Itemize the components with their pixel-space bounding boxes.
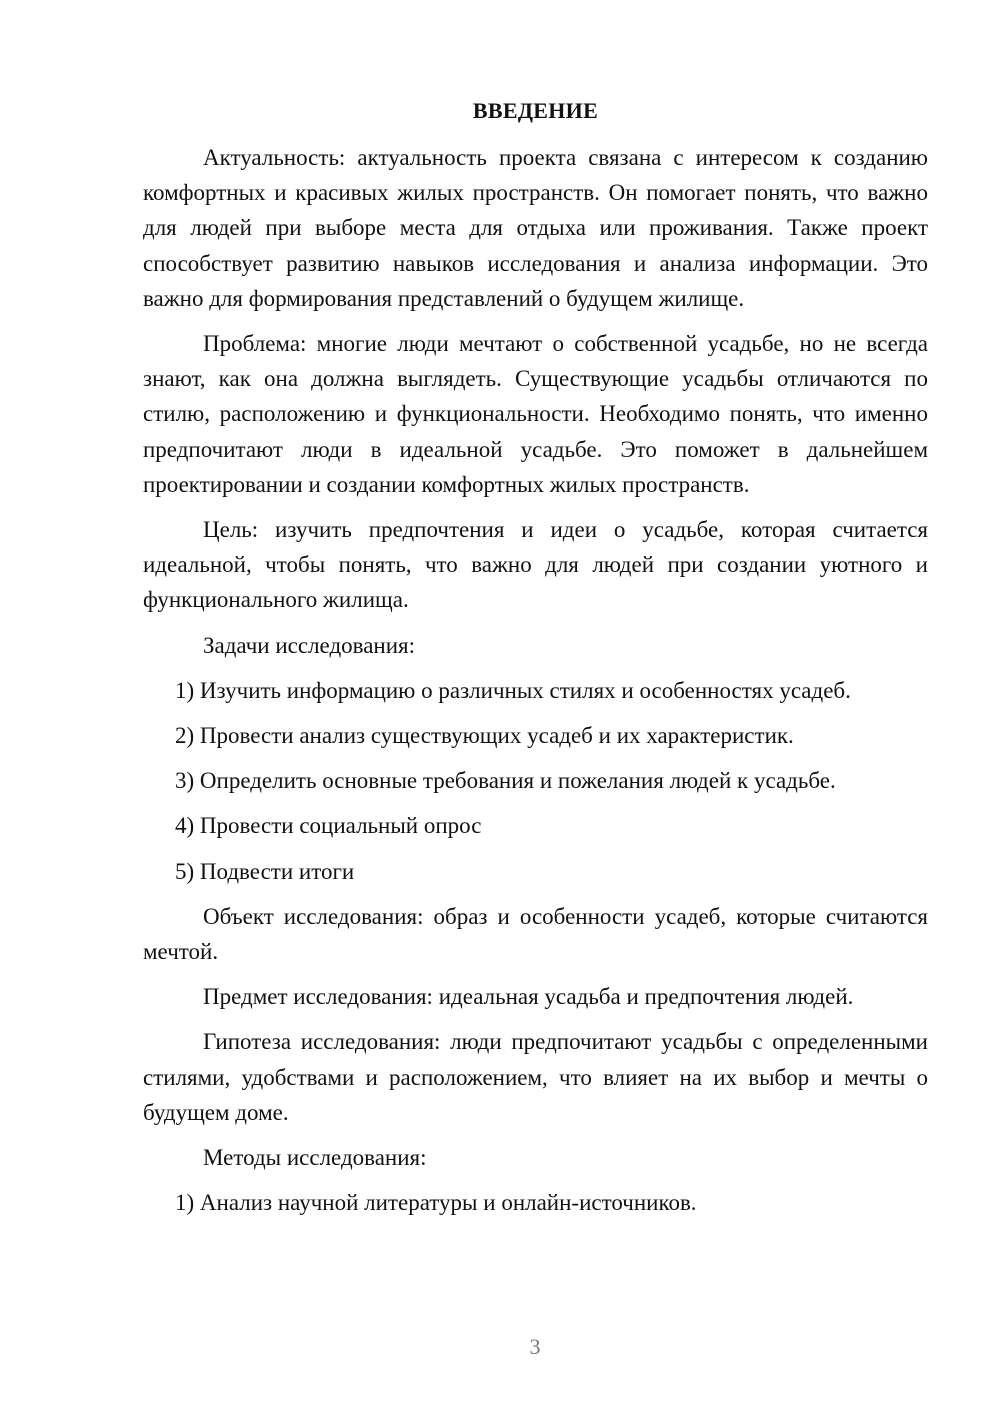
hypothesis-paragraph: Гипотеза исследования: люди предпочитают усадьбы с определенными стилями, удобствами и расположением, что влияет на их выбор и мечты о будущем доме.	[143, 1029, 928, 1125]
page-number: 3	[529, 1334, 541, 1359]
object-paragraph: Объект исследования: образ и особенности усадеб, которые считаются мечтой.	[143, 903, 928, 965]
tasks-list	[143, 673, 928, 889]
goal-paragraph: Цель: изучить предпочтения и идеи о усадьбе, которая считается идеальной, чтобы понять, что важно для людей при создании уютного и функционального жилища.	[143, 517, 928, 613]
tasks-heading: Задачи исследования:	[203, 632, 416, 658]
relevance-paragraph: Актуальность: актуальность проекта связана с интересом к созданию комфортных и красивых жилых пространств. Он помогает понять, что важно для людей при выборе места для отдыха или проживания. Также проект способствует развитию навыков исследования и анализа информации. Это важно для формирования представлений о будущем жилище.	[143, 145, 928, 311]
task-item: 5) Подвести итоги	[175, 858, 355, 884]
page-content	[143, 94, 928, 1230]
subject-paragraph: Предмет исследования: идеальная усадьба и предпочтения людей.	[203, 984, 854, 1010]
task-item: 3) Определить основные требования и пожелания людей к усадьбе.	[175, 768, 836, 794]
methods-heading: Методы исследования:	[203, 1145, 427, 1171]
task-item: 2) Провести анализ существующих усадеб и их характеристик.	[175, 723, 794, 749]
task-item: 1) Изучить информацию о различных стилях и особенностях усадеб.	[175, 677, 851, 703]
methods-list	[143, 1185, 928, 1220]
task-item: 4) Провести социальный опрос	[175, 813, 482, 839]
method-item: 1) Анализ научной литературы и онлайн-источников.	[175, 1190, 697, 1216]
problem-paragraph: Проблема: многие люди мечтают о собственной усадьбе, но не всегда знают, как она должна выглядеть. Существующие усадьбы отличаются по стилю, расположению и функциональности. Необходимо понять, что именно предпочитают люди в идеальной усадьбе. Это поможет в дальнейшем проектировании и создании комфортных жилых пространств.	[143, 331, 928, 497]
page-title: ВВЕДЕНИЕ	[472, 98, 599, 123]
